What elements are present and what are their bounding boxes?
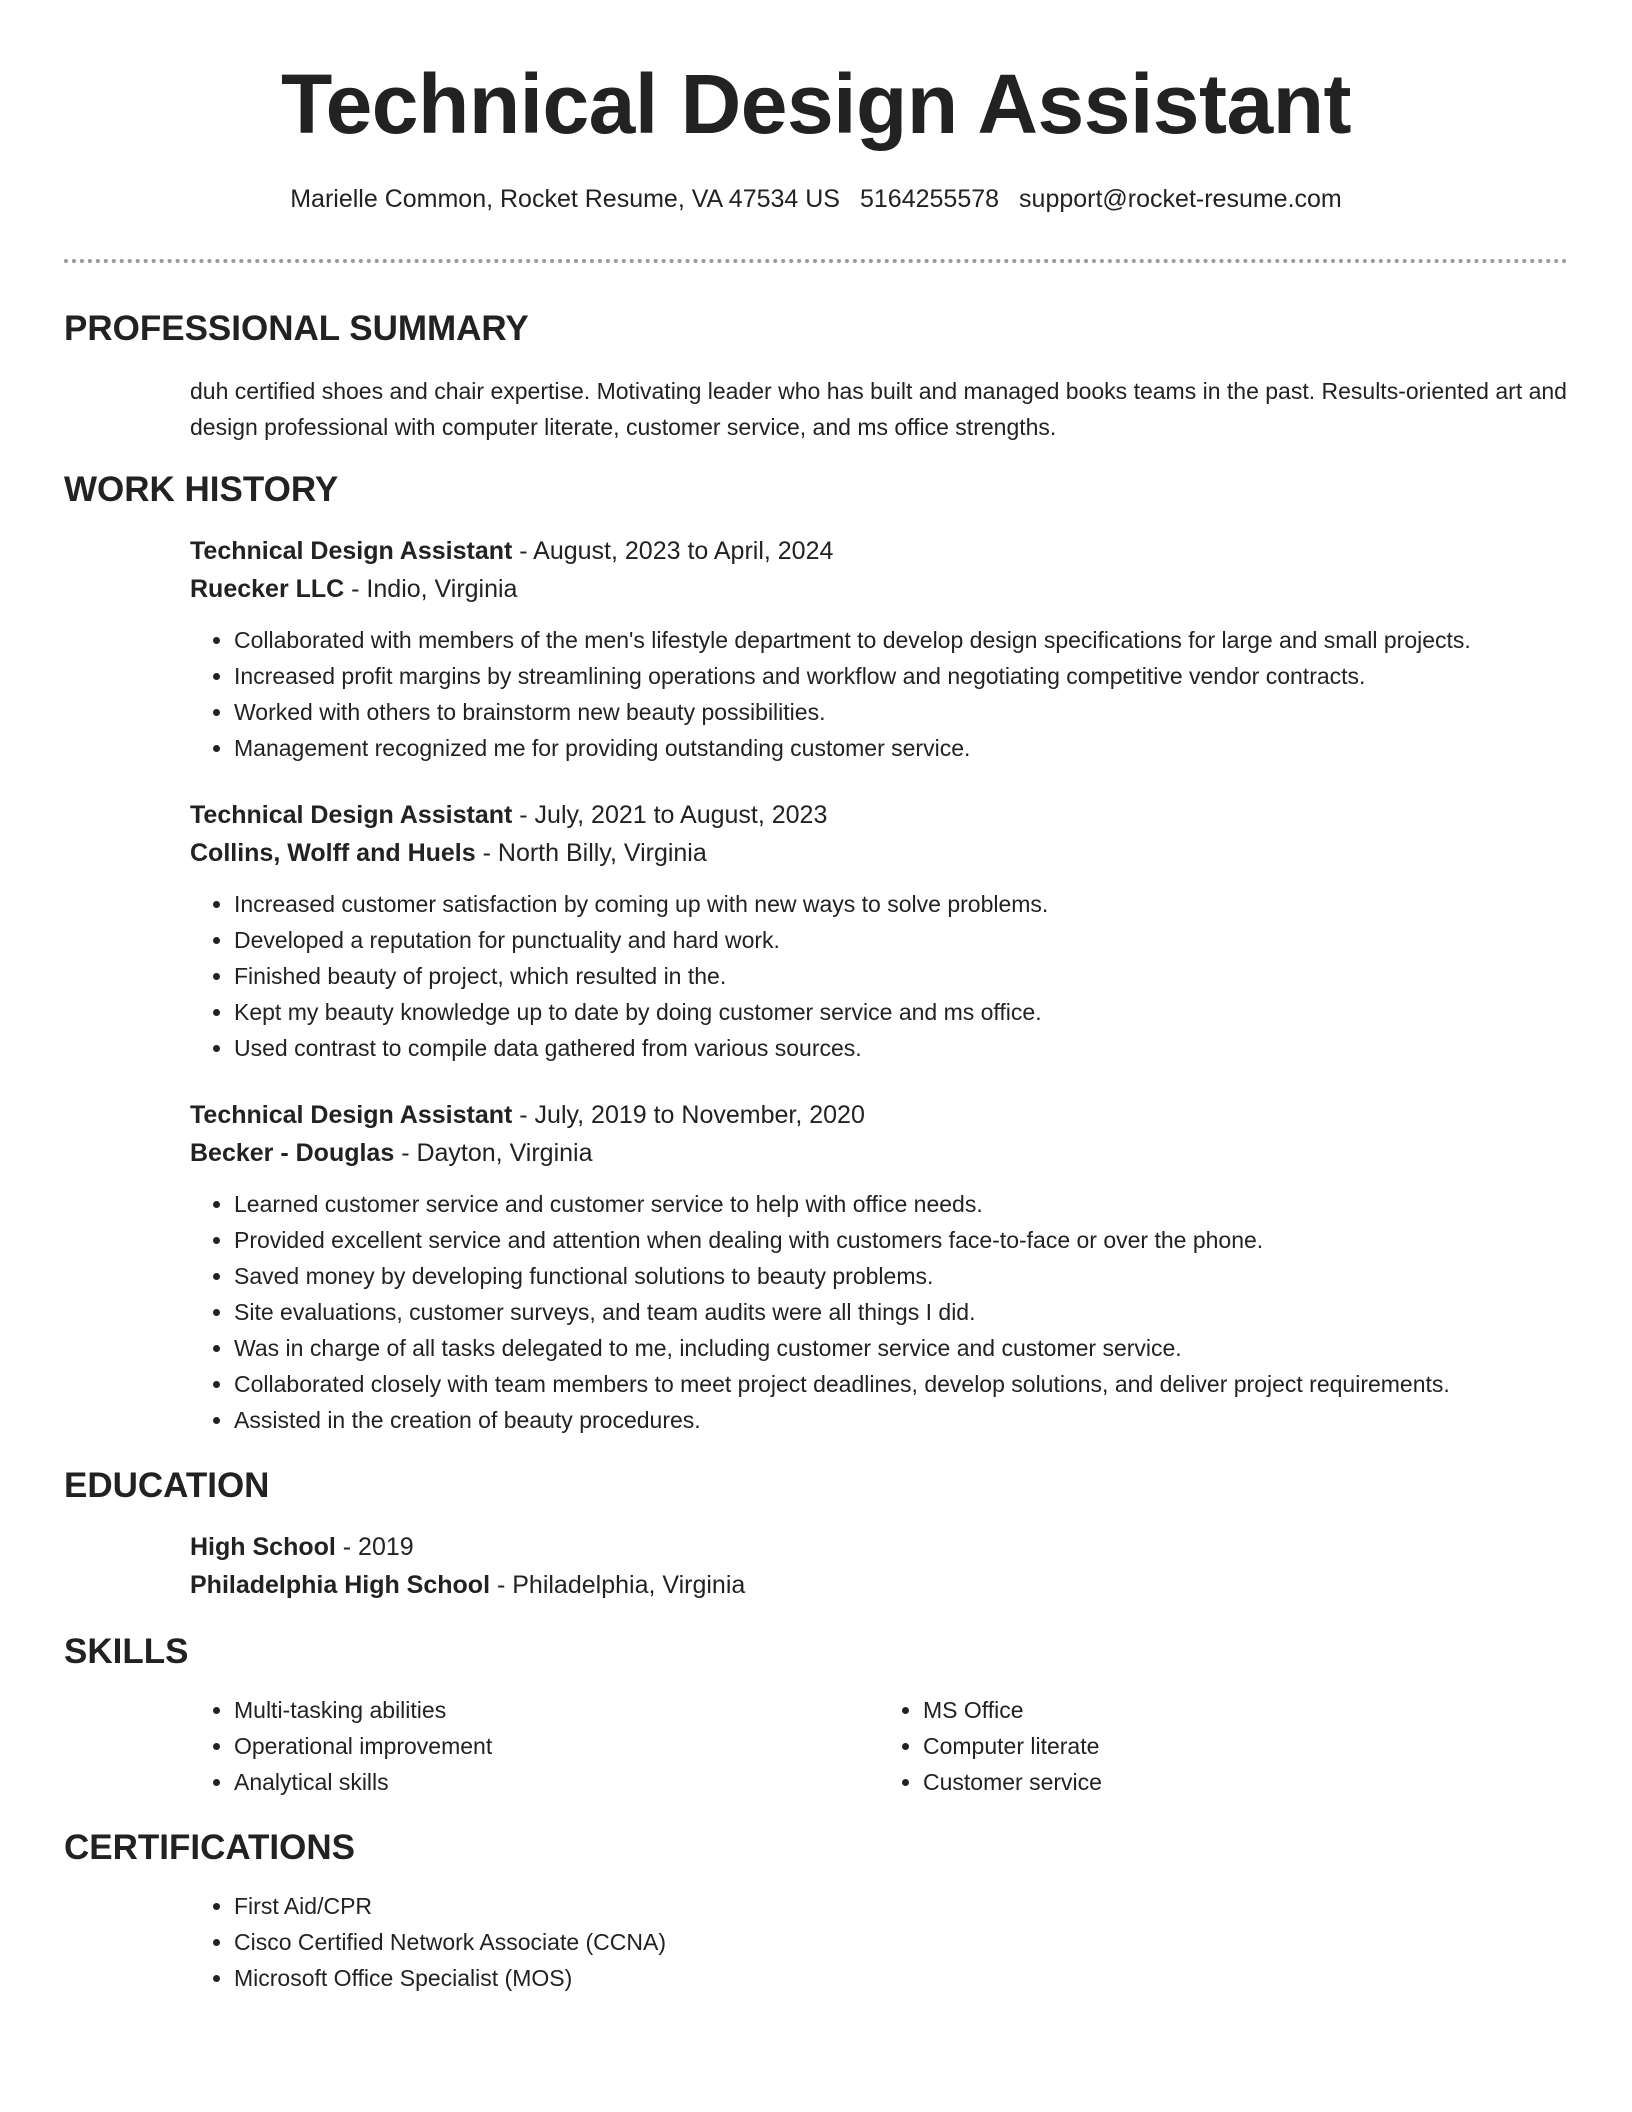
certifications-heading: CERTIFICATIONS bbox=[64, 1828, 356, 1867]
job-role: Technical Design Assistant bbox=[190, 801, 513, 829]
job-title-line bbox=[190, 1096, 1568, 1134]
job-entry bbox=[190, 796, 1568, 1066]
work-history-heading: WORK HISTORY bbox=[64, 470, 339, 509]
certification-item: • Cisco Certified Network Associate (CCNA) bbox=[234, 1924, 1568, 1960]
job-company: Collins, Wolff and Huels bbox=[190, 839, 476, 867]
certifications-block bbox=[190, 1888, 1568, 1996]
education-degree: High School bbox=[190, 1533, 336, 1561]
job-title-line bbox=[190, 796, 1568, 834]
job-bullet: • Collaborated closely with team members to meet project deadlines, develop solutions, and deliver project requirements. bbox=[234, 1366, 1568, 1402]
job-bullet: • Increased customer satisfaction by coming up with new ways to solve problems. bbox=[234, 886, 1568, 922]
job-company-line bbox=[190, 1134, 1568, 1172]
skills-columns bbox=[190, 1692, 1568, 1800]
job-bullet: • Assisted in the creation of beauty procedures. bbox=[234, 1402, 1568, 1438]
job-bullet: • Finished beauty of project, which resulted in the. bbox=[234, 958, 1568, 994]
education-school-line bbox=[190, 1566, 1568, 1604]
job-bullet: • Worked with others to brainstorm new beauty possibilities. bbox=[234, 694, 1568, 730]
job-dates: - July, 2019 to November, 2020 bbox=[512, 1101, 865, 1129]
skill-item: • MS Office bbox=[923, 1692, 1568, 1728]
skills-heading: SKILLS bbox=[64, 1632, 189, 1671]
job-bullets bbox=[190, 886, 1568, 1066]
certification-item: • First Aid/CPR bbox=[234, 1888, 1568, 1924]
job-bullets bbox=[190, 1186, 1568, 1438]
job-bullet: • Developed a reputation for punctuality and hard work. bbox=[234, 922, 1568, 958]
job-title-line bbox=[190, 532, 1568, 570]
job-bullet: • Saved money by developing functional solutions to beauty problems. bbox=[234, 1258, 1568, 1294]
education-year: - 2019 bbox=[335, 1533, 414, 1561]
job-bullet: • Collaborated with members of the men's lifestyle department to develop design specifications for large and small projects. bbox=[234, 622, 1568, 658]
job-role: Technical Design Assistant bbox=[190, 1101, 513, 1129]
skill-item: • Customer service bbox=[923, 1764, 1568, 1800]
job-company: Becker - Douglas bbox=[190, 1139, 395, 1167]
job-bullet: • Increased profit margins by streamlining operations and workflow and negotiating competitive vendor contracts. bbox=[234, 658, 1568, 694]
resume-page bbox=[64, 0, 1568, 1996]
job-bullet: • Site evaluations, customer surveys, and team audits were all things I did. bbox=[234, 1294, 1568, 1330]
job-dates: - August, 2023 to April, 2024 bbox=[512, 537, 834, 565]
contact-phone: 5164255578 bbox=[860, 185, 1000, 213]
job-bullet: • Learned customer service and customer service to help with office needs. bbox=[234, 1186, 1568, 1222]
skills-list-left bbox=[190, 1692, 879, 1800]
job-bullets bbox=[190, 622, 1568, 766]
skill-item: • Analytical skills bbox=[234, 1764, 879, 1800]
job-entry bbox=[190, 532, 1568, 766]
job-role: Technical Design Assistant bbox=[190, 537, 513, 565]
job-company-line bbox=[190, 834, 1568, 872]
job-location: - North Billy, Virginia bbox=[475, 839, 707, 867]
certifications-list bbox=[190, 1888, 1568, 1996]
education-degree-line bbox=[190, 1528, 1568, 1566]
job-bullet: • Was in charge of all tasks delegated to me, including customer service and customer service. bbox=[234, 1330, 1568, 1366]
job-bullet: • Management recognized me for providing outstanding customer service. bbox=[234, 730, 1568, 766]
contact-line bbox=[64, 182, 1568, 216]
job-bullet: • Kept my beauty knowledge up to date by doing customer service and ms office. bbox=[234, 994, 1568, 1030]
summary-text: duh certified shoes and chair expertise. Motivating leader who has built and managed books teams in the past. Results-oriented art and design professional with computer literate, customer service, and ms office strengths. bbox=[190, 378, 1567, 440]
job-dates: - July, 2021 to August, 2023 bbox=[512, 801, 828, 829]
skill-item: • Multi-tasking abilities bbox=[234, 1692, 879, 1728]
summary-heading: PROFESSIONAL SUMMARY bbox=[64, 309, 529, 348]
education-school: Philadelphia High School bbox=[190, 1571, 491, 1599]
skill-item: • Computer literate bbox=[923, 1728, 1568, 1764]
contact-address: Marielle Common, Rocket Resume, VA 47534 US bbox=[290, 185, 840, 213]
job-location: - Dayton, Virginia bbox=[394, 1139, 593, 1167]
certification-item: • Microsoft Office Specialist (MOS) bbox=[234, 1960, 1568, 1996]
job-company-line bbox=[190, 570, 1568, 608]
education-heading: EDUCATION bbox=[64, 1466, 270, 1505]
education-location: - Philadelphia, Virginia bbox=[490, 1571, 746, 1599]
job-location: - Indio, Virginia bbox=[344, 575, 518, 603]
job-company: Ruecker LLC bbox=[190, 575, 345, 603]
education-entry bbox=[190, 1528, 1568, 1604]
skills-list-right bbox=[879, 1692, 1568, 1800]
job-entry bbox=[190, 1096, 1568, 1438]
contact-email: support@rocket-resume.com bbox=[1019, 185, 1342, 213]
job-bullet: • Used contrast to compile data gathered from various sources. bbox=[234, 1030, 1568, 1066]
job-bullet: • Provided excellent service and attention when dealing with customers face-to-face or over the phone. bbox=[234, 1222, 1568, 1258]
resume-name: Technical Design Assistant bbox=[281, 57, 1351, 151]
skill-item: • Operational improvement bbox=[234, 1728, 879, 1764]
header-divider bbox=[64, 259, 1568, 263]
